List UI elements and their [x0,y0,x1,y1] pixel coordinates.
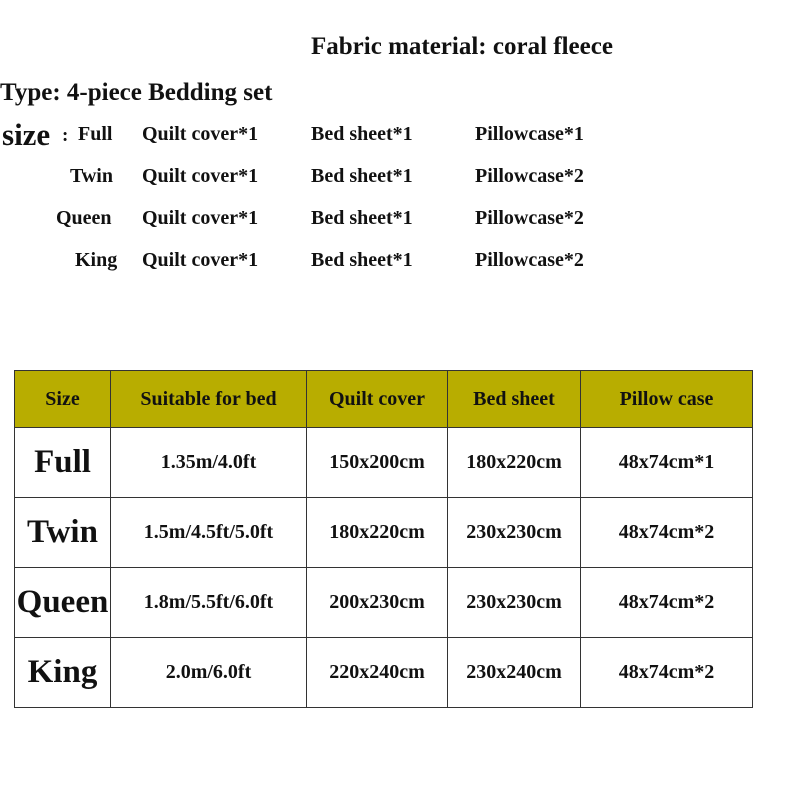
size-list-label-full: Full [78,123,113,145]
header-quilt-cover: Quilt cover [307,371,448,428]
header-pillow-case: Pillow case [581,371,753,428]
size-list-sheet: Bed sheet*1 [311,165,413,187]
cell-size: Twin [15,498,111,568]
cell-size: King [15,638,111,708]
header-suitable-for-bed: Suitable for bed [111,371,307,428]
cell-pillow-case: 48x74cm*2 [581,498,753,568]
size-heading: size [2,117,51,152]
cell-bed-sheet: 230x240cm [448,638,581,708]
cell-bed-sheet: 230x230cm [448,498,581,568]
cell-pillow-case: 48x74cm*2 [581,638,753,708]
cell-bed-sheet: 230x230cm [448,568,581,638]
size-list-quilt: Quilt cover*1 [142,165,259,187]
size-list-quilt: Quilt cover*1 [142,249,259,271]
size-list-label-twin: Twin [70,165,113,187]
size-list-sheet: Bed sheet*1 [311,207,413,229]
cell-quilt-cover: 180x220cm [307,498,448,568]
cell-bed: 2.0m/6.0ft [111,638,307,708]
size-list-quilt: Quilt cover*1 [142,207,259,229]
cell-size: Full [15,428,111,498]
type-text: Type: 4-piece Bedding set [0,79,273,106]
size-list-sheet: Bed sheet*1 [311,249,413,271]
cell-quilt-cover: 200x230cm [307,568,448,638]
size-list-pillow: Pillowcase*1 [475,123,584,145]
size-colon: : [62,125,69,146]
cell-quilt-cover: 220x240cm [307,638,448,708]
table-header-row [15,371,753,428]
size-list-label-king: King [75,249,118,271]
size-list-sheet: Bed sheet*1 [311,123,413,145]
cell-size: Queen [15,568,111,638]
cell-bed-sheet: 180x220cm [448,428,581,498]
cell-quilt-cover: 150x200cm [307,428,448,498]
cell-pillow-case: 48x74cm*2 [581,568,753,638]
size-chart-table [14,370,753,708]
table-row [15,498,753,568]
cell-bed: 1.35m/4.0ft [111,428,307,498]
table-row [15,638,753,708]
header-size: Size [15,371,111,428]
table-row [15,428,753,498]
cell-pillow-case: 48x74cm*1 [581,428,753,498]
fabric-material-text: Fabric material: coral fleece [311,33,613,60]
cell-bed: 1.8m/5.5ft/6.0ft [111,568,307,638]
cell-bed: 1.5m/4.5ft/5.0ft [111,498,307,568]
table-row [15,568,753,638]
size-list-label-queen: Queen [56,207,112,229]
size-list-pillow: Pillowcase*2 [475,165,584,187]
header-bed-sheet: Bed sheet [448,371,581,428]
size-list-pillow: Pillowcase*2 [475,249,584,271]
size-list-quilt: Quilt cover*1 [142,123,259,145]
size-list-pillow: Pillowcase*2 [475,207,584,229]
